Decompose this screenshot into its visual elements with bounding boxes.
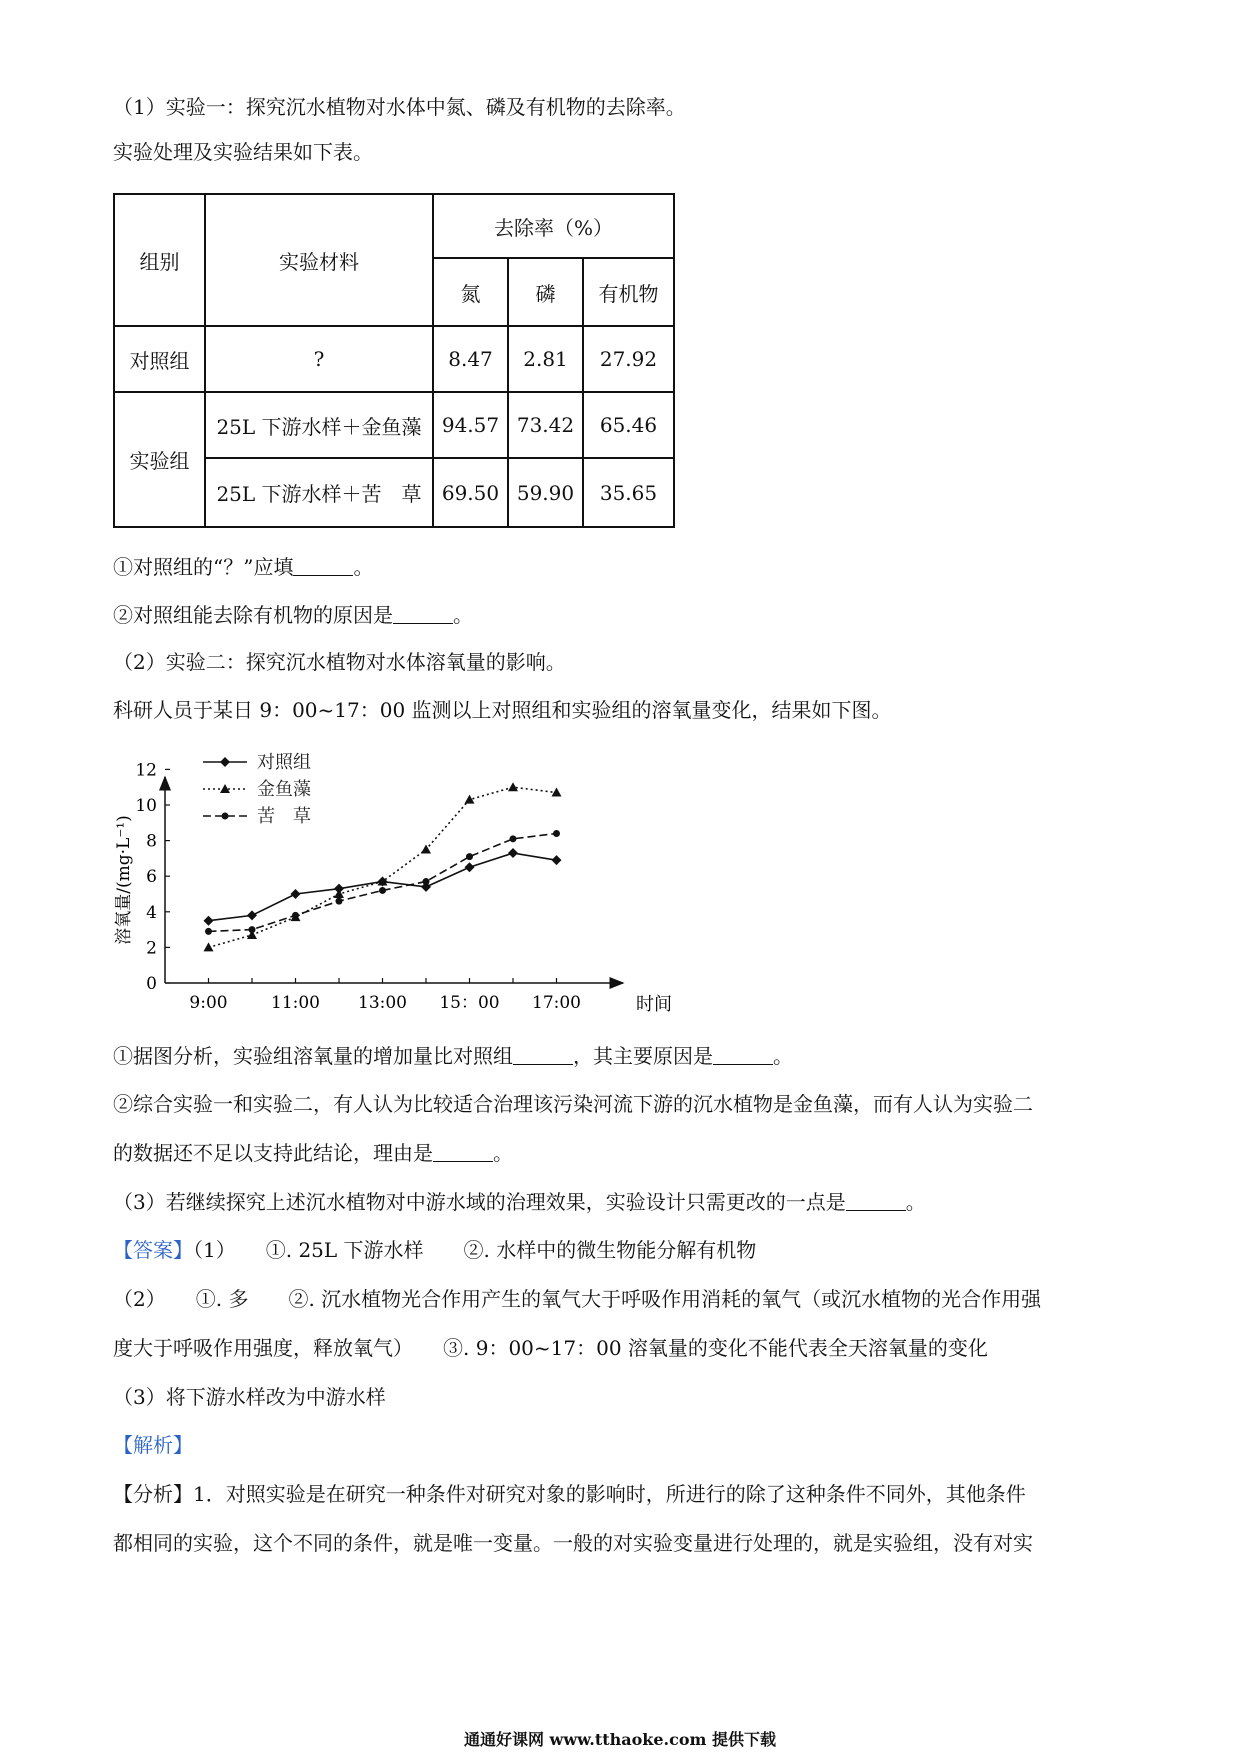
dissolved-oxygen-chart	[113, 745, 693, 1025]
answer-blank	[393, 605, 453, 624]
q3-text	[113, 1187, 926, 1217]
data-point-circle	[466, 853, 473, 860]
q2-title: （2）实验二：探究沉水植物对水体溶氧量的影响。	[113, 650, 566, 674]
q1-sub1	[113, 552, 373, 582]
table-row	[114, 392, 674, 458]
data-point-triangle	[552, 788, 562, 797]
q3-text-end: 。	[905, 1190, 926, 1214]
cell-nitrogen: 8.47	[433, 326, 508, 392]
data-point-triangle	[508, 782, 518, 791]
data-point-circle	[249, 926, 256, 933]
q2-sub1	[113, 1041, 793, 1071]
analysis-tag	[113, 1430, 193, 1460]
cell-organic: 27.92	[583, 326, 674, 392]
header-organic: 有机物	[583, 258, 674, 326]
cell-phosphorus: 59.90	[508, 458, 583, 527]
data-point-triangle	[204, 942, 214, 951]
cell-material: 25L 下游水样＋苦 草	[205, 458, 433, 527]
header-rate: 去除率（%）	[433, 194, 674, 258]
x-tick-label: 11:00	[271, 993, 320, 1013]
q2-sub2-line1: ②综合实验一和实验二，有人认为比较适合治理该污染河流下游的沉水植物是金鱼藻，而有人认为实验二	[113, 1092, 1033, 1116]
cell-organic: 65.46	[583, 392, 674, 458]
data-point-circle	[510, 835, 517, 842]
q1-sub1-text: ①对照组的“？”应填	[113, 555, 294, 579]
analysis-line-2: 都相同的实验，这个不同的条件，就是唯一变量。一般的对实验变量进行处理的，就是实验组，没有对实	[113, 1531, 1033, 1555]
q3-text-body: （3）若继续探究上述沉水植物对中游水域的治理效果，实验设计只需更改的一点是	[113, 1190, 846, 1214]
x-tick-label: 13:00	[358, 993, 407, 1013]
answer-line-3: 度大于呼吸作用强度，释放氧气） ③. 9：00~17：00 溶氧量的变化不能代表全天溶氧量的变化	[113, 1336, 988, 1360]
data-point-diamond	[552, 855, 562, 865]
table-row	[114, 326, 674, 392]
q1-sub1-end: 。	[353, 555, 374, 579]
analysis-text: 1．对照实验是在研究一种条件对研究对象的影响时，所进行的除了这种条件不同外，其他条件	[193, 1482, 1026, 1506]
answer-blank	[513, 1046, 573, 1065]
data-point-circle	[553, 830, 560, 837]
data-point-diamond	[220, 757, 230, 767]
q1-title: （1）实验一：探究沉水植物对水体中氮、磷及有机物的去除率。	[113, 95, 686, 119]
answer-line-2: （2） ①. 多 ②. 沉水植物光合作用产生的氧气大于呼吸作用消耗的氧气（或沉水植物的光合作用强	[113, 1287, 1042, 1311]
analysis-sub-tag: 【分析】	[113, 1482, 193, 1506]
y-tick-label: 6	[146, 867, 157, 888]
cell-material: 25L 下游水样＋金鱼藻	[205, 392, 433, 458]
data-point-circle	[205, 928, 212, 935]
data-point-circle	[292, 912, 299, 919]
experiment-table	[113, 193, 675, 528]
analysis-line-1	[113, 1479, 1026, 1509]
y-tick-label: 0	[146, 974, 157, 994]
q2-sub2-line2	[113, 1138, 513, 1168]
header-material: 实验材料	[205, 194, 433, 326]
answer-line-1	[113, 1235, 756, 1265]
cell-nitrogen: 94.57	[433, 392, 508, 458]
y-tick-label: 12	[135, 760, 157, 781]
footer-source: 通通好课网 www.tthaoke.com 提供下载	[463, 1730, 777, 1749]
x-axis-label: 时间	[636, 994, 672, 1015]
cell-material: ?	[205, 326, 433, 392]
y-tick-label: 8	[146, 831, 157, 852]
header-phosphorus: 磷	[508, 258, 583, 326]
cell-group: 对照组	[114, 326, 205, 392]
q2-sub1-end: 。	[773, 1044, 793, 1068]
data-point-circle	[336, 898, 343, 905]
header-nitrogen: 氮	[433, 258, 508, 326]
data-point-circle	[423, 878, 430, 885]
q1-sub2-end: 。	[453, 603, 473, 627]
x-tick-label: 17:00	[532, 993, 581, 1013]
legend-label: 金鱼藻	[257, 779, 311, 800]
cell-organic: 35.65	[583, 458, 674, 527]
q2-sub2-end: 。	[493, 1141, 513, 1165]
cell-phosphorus: 2.81	[508, 326, 583, 392]
answer-blank	[433, 1143, 493, 1162]
series-line	[209, 853, 557, 921]
legend-label: 对照组	[257, 752, 311, 773]
legend-label: 苦 草	[257, 806, 311, 827]
q1-sub2-text: ②对照组能去除有机物的原因是	[113, 603, 393, 627]
y-axis-label: 溶氧量/(mg·L⁻¹)	[114, 815, 134, 945]
y-tick-label: 4	[146, 902, 157, 923]
q2-sub1-mid: ，其主要原因是	[573, 1044, 713, 1068]
q2-sub1-text: ①据图分析，实验组溶氧量的增加量比对照组	[113, 1044, 513, 1068]
q2-intro: 科研人员于某日 9：00~17：00 监测以上对照组和实验组的溶氧量变化，结果如下图。	[113, 698, 892, 722]
q2-sub2-text: 的数据还不足以支持此结论，理由是	[113, 1141, 433, 1165]
answer-text: （1） ①. 25L 下游水样 ②. 水样中的微生物能分解有机物	[193, 1238, 757, 1262]
data-point-circle	[222, 813, 229, 820]
data-point-diamond	[465, 862, 475, 872]
cell-group: 实验组	[114, 392, 205, 527]
y-tick-label: 2	[146, 938, 157, 959]
answer-tag: 【答案】	[113, 1238, 193, 1262]
data-point-diamond	[291, 889, 301, 899]
q1-intro: 实验处理及实验结果如下表。	[113, 140, 373, 164]
answer-blank	[713, 1046, 773, 1065]
data-point-circle	[379, 887, 386, 894]
q1-sub2	[113, 600, 473, 630]
data-point-diamond	[247, 910, 257, 920]
cell-phosphorus: 73.42	[508, 392, 583, 458]
x-tick-label: 9:00	[189, 993, 228, 1013]
answer-line-4: （3）将下游水样改为中游水样	[113, 1385, 386, 1409]
analysis-label: 【解析】	[113, 1433, 193, 1457]
data-point-diamond	[204, 916, 214, 926]
answer-blank	[846, 1192, 906, 1211]
y-tick-label: 10	[135, 796, 157, 816]
header-group: 组别	[114, 194, 205, 326]
answer-blank	[293, 557, 353, 576]
x-tick-label: 15：00	[439, 993, 500, 1013]
data-point-diamond	[508, 848, 518, 858]
cell-nitrogen: 69.50	[433, 458, 508, 527]
